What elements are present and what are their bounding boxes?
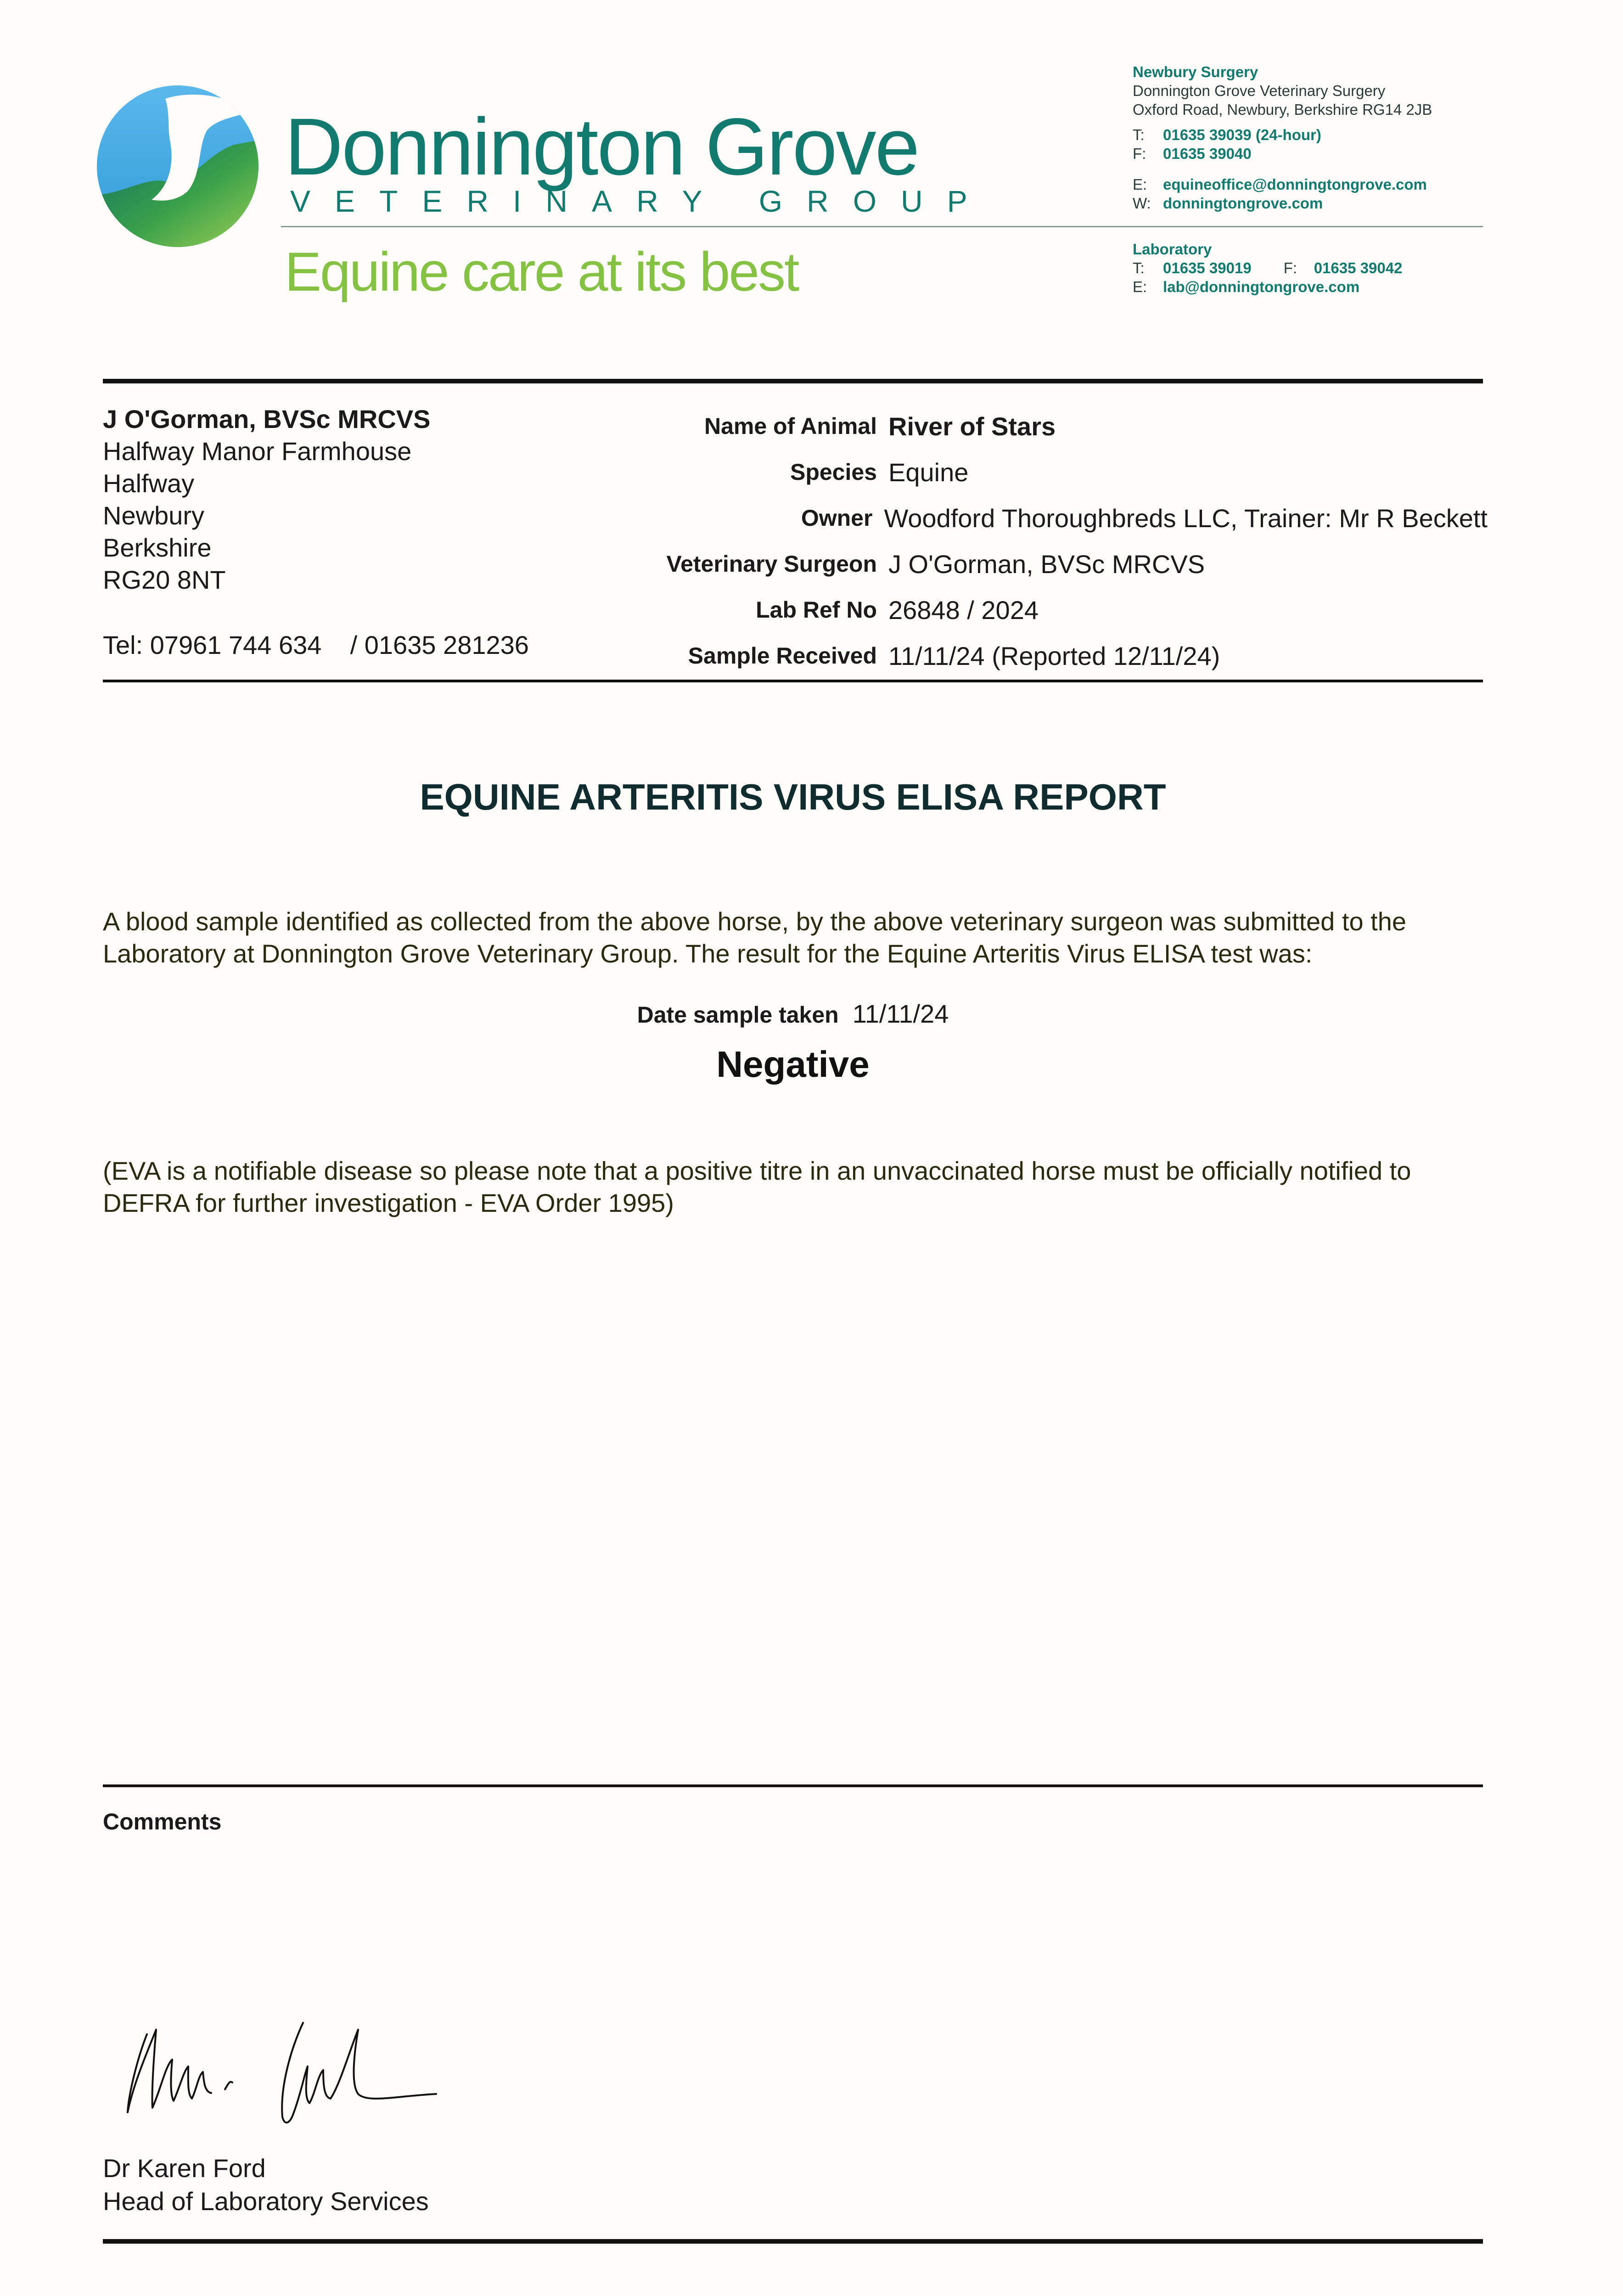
surgery-email-label: E: <box>1133 176 1147 193</box>
laboratory-contact-block <box>1133 240 1402 296</box>
signatory-role: Head of Laboratory Services <box>103 2187 429 2216</box>
detail-row-vet <box>588 541 1488 587</box>
address-postcode: RG20 8NT <box>103 565 226 594</box>
recipient-name: J O'Gorman, BVSc MRCVS <box>103 405 431 433</box>
surgery-fax-label: F: <box>1133 145 1146 162</box>
date-sample-taken <box>103 999 1483 1029</box>
detail-label: Owner <box>801 505 873 531</box>
date-sample-value: 11/11/24 <box>852 999 949 1028</box>
signatory <box>103 2152 429 2218</box>
detail-label: Name of Animal <box>704 413 877 439</box>
owner-value: Woodford Thoroughbreds LLC, Trainer: Mr R Beckett <box>884 503 1488 533</box>
details-divider <box>103 680 1483 682</box>
signature <box>119 2016 477 2135</box>
brand-name: Donnington Grove <box>285 102 919 192</box>
laboratory-tel-label: T: <box>1133 259 1145 276</box>
company-logo <box>96 85 259 248</box>
laboratory-tel[interactable]: 01635 39019 <box>1163 259 1252 276</box>
animal-name: River of Stars <box>888 411 1056 441</box>
comments-divider <box>103 1784 1483 1787</box>
surgery-tel-label: T: <box>1133 126 1145 143</box>
recipient-telephone: Tel: 07961 744 634 / 01635 281236 <box>103 630 529 659</box>
laboratory-heading: Laboratory <box>1133 241 1212 258</box>
recipient-address <box>103 403 430 596</box>
received-value: 11/11/24 (Reported 12/11/24) <box>888 641 1220 670</box>
test-result: Negative <box>716 1044 870 1085</box>
detail-row-received <box>588 633 1488 679</box>
bottom-divider <box>103 2239 1483 2244</box>
address-line: Berkshire <box>103 533 212 562</box>
brand-subtitle: VETERINARY GROUP <box>290 184 992 218</box>
laboratory-fax-label: F: <box>1283 259 1297 276</box>
detail-label: Species <box>790 459 877 485</box>
lab-ref-value: 26848 / 2024 <box>888 595 1039 625</box>
surgery-address-line2: Oxford Road, Newbury, Berkshire RG14 2JB <box>1133 101 1432 118</box>
surgery-tel[interactable]: 01635 39039 (24-hour) <box>1163 126 1321 143</box>
surgery-heading: Newbury Surgery <box>1133 63 1258 80</box>
report-intro: A blood sample identified as collected from the above horse, by the above veterinary surgeon was submitted to the Laboratory at Donnington Grove Veterinary Group. The result for the Equine Arteritis Virus ELISA test was: <box>103 907 1406 968</box>
detail-row-owner <box>588 495 1488 541</box>
detail-label: Sample Received <box>688 643 877 669</box>
surgery-email-link[interactable]: equineoffice@donningtongrove.com <box>1163 176 1427 193</box>
header-divider <box>281 226 1483 227</box>
address-line: Newbury <box>103 501 204 530</box>
surgery-web-label: W: <box>1133 195 1151 212</box>
surgery-address-line1: Donnington Grove Veterinary Surgery <box>1133 82 1386 99</box>
detail-row-labref <box>588 587 1488 633</box>
detail-label: Veterinary Surgeon <box>666 551 877 577</box>
vet-value: J O'Gorman, BVSc MRCVS <box>888 549 1205 579</box>
date-sample-label: Date sample taken <box>637 1002 839 1028</box>
laboratory-email-link[interactable]: lab@donningtongrove.com <box>1163 278 1360 295</box>
laboratory-email-label: E: <box>1133 278 1147 295</box>
surgery-contact-block <box>1133 62 1432 213</box>
laboratory-fax: 01635 39042 <box>1314 259 1403 276</box>
report-title: EQUINE ARTERITIS VIRUS ELISA REPORT <box>420 777 1166 817</box>
sample-details-table <box>588 403 1488 679</box>
address-line: Halfway Manor Farmhouse <box>103 437 412 466</box>
surgery-fax: 01635 39040 <box>1163 145 1252 162</box>
notifiable-disease-note: (EVA is a notifiable disease so please note that a positive titre in an unvaccinated horse must be officially notified to DEFRA for further investigation - EVA Order 1995) <box>103 1156 1411 1217</box>
surgery-website-link[interactable]: donningtongrove.com <box>1163 195 1323 212</box>
comments-label: Comments <box>103 1809 222 1835</box>
signatory-name: Dr Karen Ford <box>103 2154 266 2183</box>
detail-row-species <box>588 449 1488 495</box>
brand-tagline: Equine care at its best <box>285 241 798 303</box>
species-value: Equine <box>888 457 969 487</box>
detail-label: Lab Ref No <box>756 597 877 623</box>
top-divider <box>103 379 1483 383</box>
address-line: Halfway <box>103 469 195 498</box>
detail-row-animal <box>588 403 1488 449</box>
